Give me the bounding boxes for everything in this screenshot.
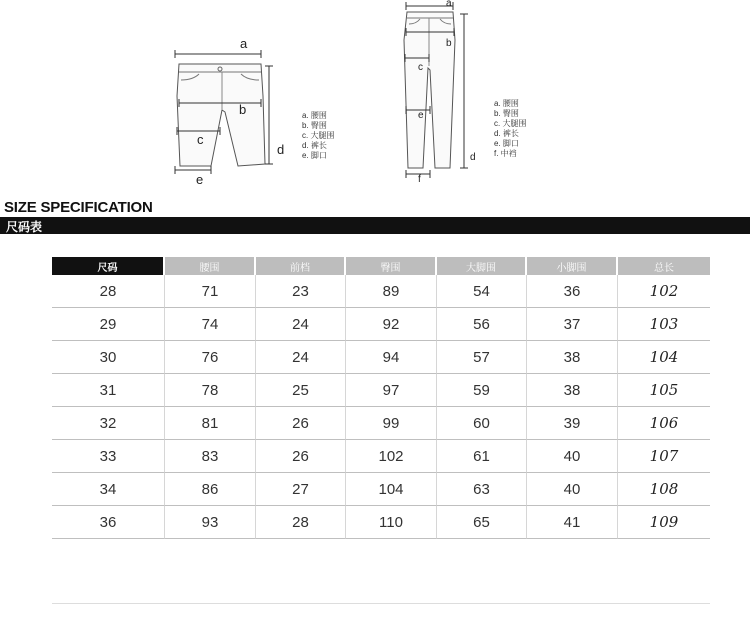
legend-item: b. 臀围 (494, 109, 519, 118)
legend-item: b. 臀围 (302, 121, 327, 130)
table-cell: 109 (618, 506, 710, 539)
table-row (52, 374, 710, 407)
pants-legend (494, 99, 526, 159)
table-cell: 106 (618, 407, 710, 440)
table-cell: 30 (52, 341, 165, 374)
table-cell: 94 (346, 341, 437, 374)
header-total-length: 总长 (618, 257, 710, 275)
label-e: e (418, 110, 424, 121)
table-cell: 56 (437, 308, 527, 341)
table-cell: 110 (346, 506, 437, 539)
legend-item: d. 裤长 (302, 141, 327, 150)
label-d: d (277, 142, 285, 157)
table-cell: 24 (256, 308, 346, 341)
legend-item: f. 中裆 (494, 149, 517, 158)
section-bar (0, 217, 750, 234)
size-table (52, 257, 710, 539)
table-cell: 27 (256, 473, 346, 506)
label-f: f (418, 174, 421, 182)
table-cell: 38 (527, 374, 618, 407)
table-cell: 92 (346, 308, 437, 341)
header-size: 尺码 (52, 257, 165, 275)
table-row (52, 275, 710, 308)
table-cell: 93 (165, 506, 256, 539)
table-cell: 107 (618, 440, 710, 473)
table-cell: 103 (618, 308, 710, 341)
table-cell: 63 (437, 473, 527, 506)
label-d: d (470, 152, 476, 163)
table-cell: 37 (527, 308, 618, 341)
table-cell: 29 (52, 308, 165, 341)
header-hip: 臀围 (346, 257, 437, 275)
table-cell: 104 (346, 473, 437, 506)
table-row (52, 473, 710, 506)
table-row (52, 440, 710, 473)
table-cell: 76 (165, 341, 256, 374)
legend-item: d. 裤长 (494, 129, 519, 138)
table-cell: 23 (256, 275, 346, 308)
table-cell: 71 (165, 275, 256, 308)
table-cell: 40 (527, 440, 618, 473)
table-row (52, 341, 710, 374)
table-cell: 74 (165, 308, 256, 341)
table-cell: 97 (346, 374, 437, 407)
table-cell: 105 (618, 374, 710, 407)
table-cell: 25 (256, 374, 346, 407)
label-b: b (446, 38, 452, 49)
table-row (52, 308, 710, 341)
table-cell: 26 (256, 440, 346, 473)
table-cell: 40 (527, 473, 618, 506)
table-cell: 60 (437, 407, 527, 440)
table-cell: 65 (437, 506, 527, 539)
table-cell: 57 (437, 341, 527, 374)
table-row (52, 407, 710, 440)
table-row (52, 506, 710, 539)
table-cell: 28 (52, 275, 165, 308)
table-cell: 28 (256, 506, 346, 539)
table-cell: 104 (618, 341, 710, 374)
table-cell: 38 (527, 341, 618, 374)
table-cell: 31 (52, 374, 165, 407)
table-cell: 39 (527, 407, 618, 440)
table-cell: 34 (52, 473, 165, 506)
label-b: b (239, 102, 247, 117)
section-subtitle: 尺码表 (6, 220, 43, 234)
table-cell: 24 (256, 341, 346, 374)
legend-item: c. 大腿围 (302, 131, 335, 140)
table-cell: 33 (52, 440, 165, 473)
label-e: e (196, 172, 204, 187)
table-cell: 54 (437, 275, 527, 308)
table-cell: 36 (52, 506, 165, 539)
table-cell: 102 (618, 275, 710, 308)
table-header-row (52, 257, 710, 275)
pants-diagram (398, 0, 488, 182)
table-cell: 36 (527, 275, 618, 308)
table-cell: 89 (346, 275, 437, 308)
divider (52, 603, 710, 604)
table-cell: 32 (52, 407, 165, 440)
shorts-diagram (165, 36, 295, 190)
legend-item: c. 大腿围 (494, 119, 527, 128)
label-a: a (240, 36, 248, 51)
table-cell: 41 (527, 506, 618, 539)
header-leg-opening: 小脚围 (527, 257, 618, 275)
label-c: c (418, 62, 423, 73)
table-cell: 99 (346, 407, 437, 440)
header-waist: 腰围 (165, 257, 256, 275)
table-cell: 78 (165, 374, 256, 407)
legend-item: e. 脚口 (494, 139, 519, 148)
table-cell: 26 (256, 407, 346, 440)
legend-item: e. 脚口 (302, 151, 327, 160)
table-cell: 59 (437, 374, 527, 407)
table-cell: 102 (346, 440, 437, 473)
label-a: a (446, 0, 452, 9)
header-front-rise: 前档 (256, 257, 346, 275)
label-c: c (197, 132, 204, 147)
shorts-legend (302, 111, 334, 161)
table-cell: 81 (165, 407, 256, 440)
table-cell: 86 (165, 473, 256, 506)
table-cell: 83 (165, 440, 256, 473)
table-cell: 61 (437, 440, 527, 473)
section-title: SIZE SPECIFICATION (4, 199, 153, 216)
header-thigh: 大脚围 (437, 257, 527, 275)
table-cell: 108 (618, 473, 710, 506)
legend-item: a. 腰围 (494, 99, 519, 108)
legend-item: a. 腰围 (302, 111, 327, 120)
